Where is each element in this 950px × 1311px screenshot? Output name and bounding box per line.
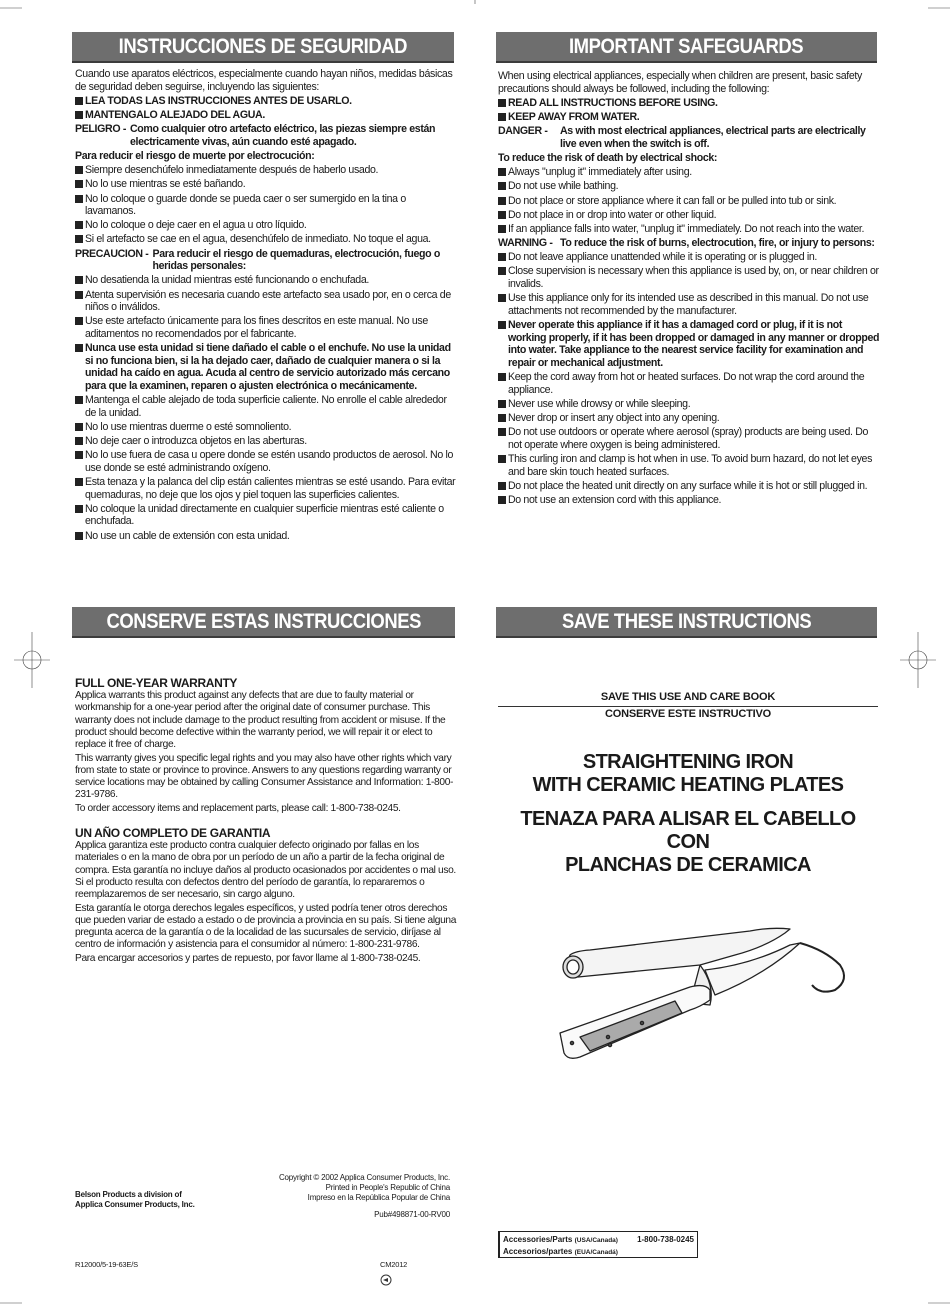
warning-text: Para reducir el riesgo de quemaduras, electrocución, fuego o heridas personales: — [152, 247, 440, 273]
bullet-text: Esta tenaza y la palanca del clip están calientes mientras se esté usando. Para evitar quemaduras, no deje que los ojos y piel toquen las superficies calientes. — [85, 476, 456, 501]
bullet-item — [75, 193, 457, 218]
warranty-paragraph: Applica garantiza este producto contra cualquier defecto originado por fallas en los materiales o en la mano de obra por un período de un año a partir de la fecha original de compra. Esta garantía no incluye daños al producto ocasionados por accidentes o mal uso. Si el producto resulta con defectos dentro del período de garantía, lo repararemos o reemplazaremos de ser necesario, sin cargo alguno. — [75, 840, 456, 901]
bullet-item — [498, 180, 880, 193]
bullet-square-icon — [75, 111, 83, 119]
bullet-square-icon — [75, 166, 83, 174]
bullet-item — [498, 371, 880, 396]
bullet-item — [498, 251, 880, 264]
parts-es-label: Accesorios/partes — [503, 1247, 573, 1256]
product-title-es-line2: PLANCHAS DE CERAMICA — [565, 854, 811, 876]
bullet-square-icon — [75, 291, 83, 299]
bullet-item — [75, 342, 457, 392]
bullet-text: This curling iron and clamp is hot when in use. To avoid burn hazard, do not let eyes and bare skin touch heated surfaces. — [508, 452, 873, 478]
bullet-item — [498, 319, 880, 369]
bullet-item — [75, 476, 457, 501]
bullet-square-icon — [75, 195, 83, 203]
bullet-square-icon — [75, 221, 83, 229]
bullet-square-icon — [498, 168, 506, 176]
pub-number: Pub#498871-00-RV00 — [374, 1210, 450, 1219]
bullet-square-icon — [498, 197, 506, 205]
bullet-item — [498, 97, 880, 110]
warranty-paragraph: To order accessory items and replacement parts, please call: 1-800-738-0245. — [75, 803, 401, 815]
en-safety-header — [496, 32, 877, 63]
bullet-item — [75, 394, 457, 419]
bullet-square-icon — [75, 532, 83, 540]
bullet-square-icon — [75, 97, 83, 105]
save-book-label: SAVE THIS USE AND CARE BOOK — [600, 691, 776, 703]
bullet-item — [75, 219, 457, 232]
cover-divider — [498, 706, 878, 707]
danger-label: DANGER - — [498, 125, 548, 138]
bullet-text: LEA TODAS LAS INSTRUCCIONES ANTES DE USARLO. — [85, 94, 352, 107]
bullet-square-icon — [75, 478, 83, 486]
bullet-square-icon — [498, 414, 506, 422]
intro-text: Cuando use aparatos eléctricos, especialmente cuando hayan niños, medidas básicas de seguridad deben seguirse, incluyendo las siguientes: — [75, 68, 453, 93]
bullet-text: Do not place in or drop into water or other liquid. — [508, 208, 717, 221]
bullet-text: No desatienda la unidad mientras esté funcionando o enchufada. — [85, 274, 369, 287]
bullet-item — [75, 164, 457, 177]
copyright-text: Copyright © 2002 Applica Consumer Products, Inc. — [278, 1173, 450, 1182]
bullet-square-icon — [75, 437, 83, 445]
bullet-square-icon — [75, 344, 83, 352]
danger-statement — [75, 123, 457, 148]
bullet-square-icon — [498, 482, 506, 490]
bullet-item — [75, 530, 457, 543]
recycle-logo-icon — [380, 1274, 392, 1286]
warning-statement — [498, 237, 880, 250]
warranty-section — [75, 677, 460, 967]
warning-label: WARNING - — [498, 237, 553, 250]
shock-heading: Para reducir el riesgo de muerte por electrocución: — [75, 149, 315, 162]
bullet-text: Always "unplug it" immediately after using. — [508, 166, 692, 179]
bullet-item — [75, 315, 457, 340]
bullet-item — [75, 503, 457, 528]
bullet-item — [75, 109, 457, 122]
product-title-en-line2: WITH CERAMIC HEATING PLATES — [532, 774, 844, 796]
warning-label: PRECAUCION - — [75, 247, 149, 260]
bullet-text: Do not place the heated unit directly on any surface while it is hot or still plugged in. — [508, 479, 868, 492]
bullet-square-icon — [75, 317, 83, 325]
en-save-bar — [496, 607, 877, 638]
es-safety-header — [72, 32, 454, 63]
bullet-text: Si el artefacto se cae en el agua, desenchúfelo de inmediato. No toque el agua. — [85, 233, 431, 246]
product-title-en-line1: STRAIGHTENING IRON — [582, 751, 794, 773]
bullet-square-icon — [75, 451, 83, 459]
warranty-title-en: FULL ONE-YEAR WARRANTY — [75, 676, 238, 690]
bullet-square-icon — [498, 267, 506, 275]
bullet-item — [498, 480, 880, 493]
bullet-square-icon — [498, 400, 506, 408]
bullet-square-icon — [498, 373, 506, 381]
bullet-square-icon — [498, 321, 506, 329]
bullet-item — [498, 453, 880, 478]
bullet-text: No lo use mientras duerme o esté somnoliento. — [85, 420, 292, 433]
bullet-item — [498, 494, 880, 507]
bullet-square-icon — [498, 99, 506, 107]
bullet-text: MANTENGALO ALEJADO DEL AGUA. — [85, 108, 265, 121]
bullet-text: Mantenga el cable alejado de toda superficie caliente. No enrolle el cable alrededor de la unidad. — [85, 394, 447, 419]
bullet-item — [75, 421, 457, 434]
bullet-text: No use un cable de extensión con esta unidad. — [85, 529, 290, 542]
bullet-item — [75, 233, 457, 246]
bullet-square-icon — [75, 396, 83, 404]
intro-text: When using electrical appliances, especially when children are present, basic safety precautions should always be followed, including the following: — [498, 70, 862, 95]
en-safety-column — [498, 70, 880, 508]
danger-statement — [498, 125, 880, 150]
bullet-square-icon — [75, 235, 83, 243]
bullet-text: No lo coloque o guarde donde se pueda caer o ser sumergido en la tina o lavamanos. — [85, 192, 406, 218]
en-safety-header-text: IMPORTANT SAFEGUARDS — [569, 34, 804, 58]
bullet-text: Do not leave appliance unattended while it is operating or is plugged in. — [508, 251, 817, 264]
bullet-square-icon — [498, 225, 506, 233]
bullet-text: Close supervision is necessary when this appliance is used by, on, or near children or invalids. — [508, 265, 879, 291]
bullet-item — [498, 292, 880, 317]
bullet-item — [498, 166, 880, 179]
bullet-square-icon — [498, 253, 506, 261]
bullet-text: No coloque la unidad directamente en cualquier superficie mientras esté caliente o enchufada. — [85, 502, 444, 528]
shock-heading: To reduce the risk of death by electrical shock: — [498, 151, 718, 164]
bullet-text: READ ALL INSTRUCTIONS BEFORE USING. — [508, 96, 718, 109]
bullet-item — [498, 398, 880, 411]
bullet-item — [498, 412, 880, 425]
warning-statement — [75, 248, 457, 273]
bullet-item — [75, 178, 457, 191]
bullet-item — [498, 265, 880, 290]
bullet-item — [498, 426, 880, 451]
copyright-block — [240, 1173, 450, 1220]
bullet-text: If an appliance falls into water, "unplug it" immediately. Do not reach into the water. — [508, 222, 865, 235]
bullet-item — [498, 195, 880, 208]
bullet-item — [75, 289, 457, 314]
warranty-title-es: UN AÑO COMPLETO DE GARANTIA — [75, 826, 271, 841]
bullet-square-icon — [498, 113, 506, 121]
printed-en: Printed in People's Republic of China — [325, 1183, 450, 1192]
product-title-en — [498, 751, 878, 797]
bullet-text: Siempre desenchúfelo inmediatamente después de haberlo usado. — [85, 164, 379, 177]
bullet-text: Use this appliance only for its intended use as described in this manual. Do not use attachments not recommended by the manufacturer. — [508, 292, 869, 317]
bullet-text: Keep the cord away from hot or heated surfaces. Do not wrap the cord around the appliance. — [508, 370, 865, 396]
bullet-square-icon — [498, 182, 506, 190]
warranty-paragraph: Esta garantía le otorga derechos legales específicos, y usted podría tener otros derechos que pueden variar de estado a estado o de provincia a provincia en su país. Si tiene alguna pregunta acerca de la garantía o de la localidad de las sucursales de servicio, diríjase al centro de información y asistencia para el consumidor al número: 1-800-231-9786. — [75, 902, 457, 951]
bullet-item — [75, 449, 457, 474]
danger-text: As with most electrical appliances, electrical parts are electrically live even when the switch is off. — [560, 125, 866, 150]
parts-box — [498, 1231, 698, 1258]
bullet-text: No lo use fuera de casa u opere donde se estén usando productos de aerosol. No lo use donde se esté administrando oxígeno. — [85, 449, 454, 474]
bullet-text: No lo coloque o deje caer en el agua u otro líquido. — [85, 219, 307, 232]
warranty-paragraph: This warranty gives you specific legal rights and you may also have other rights which vary from state to state or province to province. Answers to any questions regarding warranty or service locations may be obtained by calling Consumer Assistance and Information: 1-800-231-9786. — [75, 752, 454, 801]
parts-phone: 1-800-738-0245 — [637, 1235, 694, 1244]
bullet-text: Do not place or store appliance where it can fall or be pulled into tub or sink. — [508, 194, 837, 207]
company-credit — [75, 1190, 195, 1210]
bullet-text: Atenta supervisión es necesaria cuando este artefacto sea usado por, en o cerca de niños o inválidos. — [85, 288, 451, 314]
warning-text: To reduce the risk of burns, electrocution, fire, or injury to persons: — [560, 237, 875, 250]
bullet-square-icon — [498, 211, 506, 219]
bullet-square-icon — [75, 180, 83, 188]
bullet-text: Do not use outdoors or operate where aerosol (spray) products are being used. Do not operate where oxygen is being administered. — [508, 426, 869, 451]
conserve-label: CONSERVE ESTE INSTRUCTIVO — [605, 708, 771, 720]
warranty-paragraph: Applica warrants this product against any defects that are due to faulty material or workmanship for a one-year period after the original date of consumer purchase. This warranty does not include damage to the product resulting from accident or misuse. If the product should become defective within the warranty period, we will repair it or elect to replace it free of charge. — [75, 690, 446, 751]
bullet-square-icon — [75, 505, 83, 513]
parts-es-region: (EUA/Canadá) — [574, 1249, 618, 1256]
bullet-item — [498, 223, 880, 236]
danger-text: Como cualquier otro artefacto eléctrico, las piezas siempre están electricamente vivas, aún cuando esté apagado. — [130, 123, 436, 148]
code-mid: CM2012 — [380, 1260, 408, 1269]
code-left: R12000/5-19-63E/S — [75, 1260, 138, 1269]
bullet-text: Use este artefacto únicamente para los fines descritos en este manual. No use aditamentos no recomendados por el fabricante. — [85, 315, 428, 340]
bullet-item — [75, 274, 457, 287]
bullet-square-icon — [75, 423, 83, 431]
bullet-square-icon — [498, 294, 506, 302]
bullet-text: Never use while drowsy or while sleeping. — [508, 397, 691, 410]
es-save-bar-text: CONSERVE ESTAS INSTRUCCIONES — [106, 609, 421, 633]
bullet-text: Never drop or insert any object into any opening. — [508, 411, 720, 424]
bullet-text: Never operate this appliance if it has a damaged cord or plug, if it is not working properly, if it has been dropped or damaged in any manner or dropped into water. Take appliance to the nearest service facility for examination and repair or mechanical adjustment. — [508, 319, 880, 369]
parts-en-label: Accessories/Parts — [503, 1235, 573, 1244]
parts-en-region: (USA/Canada) — [574, 1237, 618, 1244]
straightening-iron-illustration — [550, 925, 870, 1075]
company-line1: Belson Products a division of — [75, 1190, 182, 1199]
en-save-bar-text: SAVE THESE INSTRUCTIONS — [561, 609, 812, 633]
company-line2: Applica Consumer Products, Inc. — [75, 1200, 195, 1209]
bullet-text: No deje caer o introduzca objetos en las aberturas. — [85, 435, 307, 448]
product-title-es-line1: TENAZA PARA ALISAR EL CABELLO CON — [520, 808, 856, 853]
bullet-item — [75, 95, 457, 108]
danger-label: PELIGRO - — [75, 123, 126, 136]
bullet-text: KEEP AWAY FROM WATER. — [508, 110, 640, 123]
bullet-text: Do not use while bathing. — [508, 180, 619, 193]
product-title-es — [498, 808, 878, 877]
warranty-paragraph: Para encargar accesorios y partes de repuesto, por favor llame al 1-800-738-0245. — [75, 953, 421, 965]
bullet-item — [498, 111, 880, 124]
bullet-square-icon — [498, 455, 506, 463]
es-save-bar — [72, 607, 455, 638]
bullet-square-icon — [498, 496, 506, 504]
bullet-text: Do not use an extension cord with this appliance. — [508, 493, 722, 506]
bullet-item — [75, 435, 457, 448]
bullet-text: No lo use mientras se esté bañando. — [85, 178, 246, 191]
bullet-square-icon — [75, 276, 83, 284]
bullet-text: Nunca use esta unidad si tiene dañado el cable o el enchufe. No use la unidad si no funciona bien, si la ha dejado caer, dañado de cualquier manera o si la unidad ha caído en agua. Acuda al centro de servicio autorizado más cercano para que la examinen, reparen o ajusten electrónica o mecánicamente. — [85, 342, 451, 392]
es-safety-column — [75, 68, 457, 544]
bullet-square-icon — [498, 428, 506, 436]
bullet-item — [498, 209, 880, 222]
printed-es: Impreso en la República Popular de China — [307, 1193, 450, 1202]
es-safety-header-text: INSTRUCCIONES DE SEGURIDAD — [118, 34, 408, 58]
